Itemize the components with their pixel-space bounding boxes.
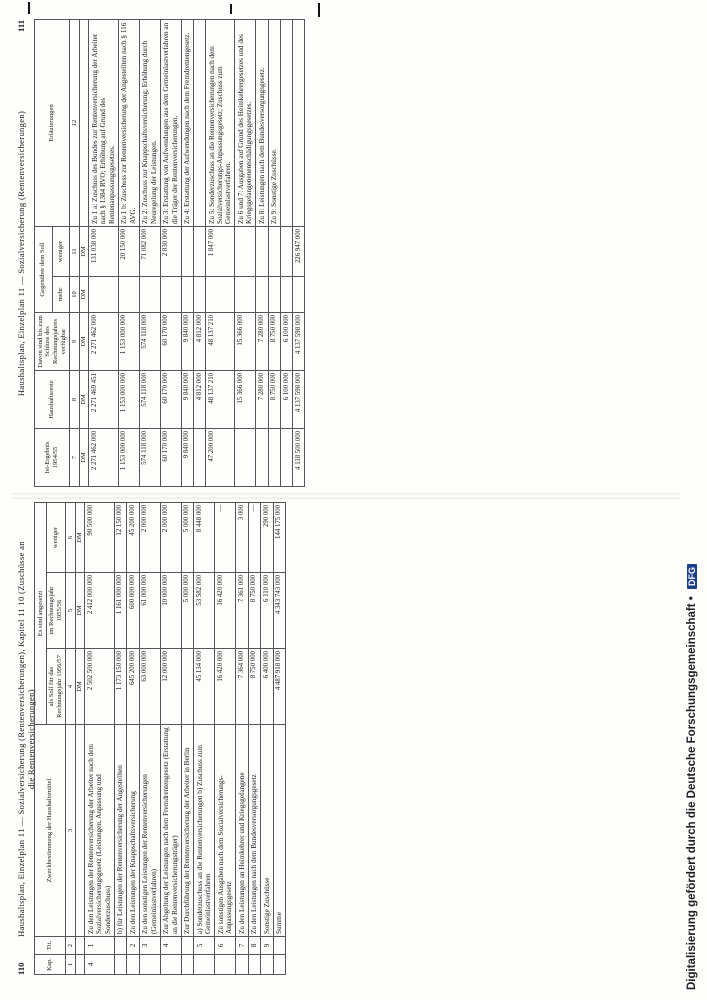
left-table-row <box>248 502 260 974</box>
row-tit: 6 <box>215 937 236 955</box>
row-soll-b: 8 750 000 <box>248 573 260 649</box>
left-page <box>12 503 680 975</box>
unit: DM <box>79 371 89 429</box>
row-weniger <box>281 226 293 276</box>
right-table-row <box>235 19 256 486</box>
row-zweck: Zur Abgeltung der Leistungen nach dem Fremdrentengesetz (Erstattung an die Rentenversicherungsträger) <box>160 725 181 937</box>
colnum: 6 <box>66 502 76 572</box>
row-kap <box>248 955 260 975</box>
row-ist: 9 840 000 <box>181 429 193 487</box>
header-mehr: mehr <box>52 277 70 313</box>
right-budget-table <box>34 19 305 487</box>
scan-mark <box>28 2 30 14</box>
row-soll-a: 7 364 000 <box>236 649 248 725</box>
row-soll-a: 8 750 000 <box>248 649 260 725</box>
left-table-row <box>160 502 181 974</box>
row-tit: 5 <box>194 937 215 955</box>
scan-mark <box>318 3 320 17</box>
row-soll-c: 5 000 000 <box>181 502 193 572</box>
row-soll-c: 144 175 000 <box>273 502 285 572</box>
row-weniger: 131 038 000 <box>89 226 118 276</box>
watermark-caption: Digitalisierung gefördert durch die Deutsche Forschungsgemeinschaft • <box>686 596 698 990</box>
row-weniger <box>235 226 256 276</box>
row-soll-a: 6 400 000 <box>261 649 273 725</box>
header-kap: Kap. <box>35 955 66 975</box>
row-weniger: 2 830 000 <box>160 226 181 276</box>
row-verfuegbar: 60 170 000 <box>160 313 181 371</box>
row-kap <box>236 955 248 975</box>
row-erlaeuterung: Zu 5: Sonderzuschuss an die Rentenversicherungen nach dem Sozialversicherungs-Anpassungsgesetz; Zuschuss zum Gemeinlastverfahren. <box>206 19 235 226</box>
colnum: 4 <box>66 649 76 725</box>
row-kap <box>139 955 160 975</box>
row-kap <box>194 955 215 975</box>
header-gegenueber: Gegenüber dem Soll <box>35 226 53 312</box>
row-erlaeuterung <box>293 19 305 226</box>
row-verfuegbar: 8 750 000 <box>268 313 280 371</box>
row-weniger: 20 150 000 <box>118 226 139 276</box>
row-verfuegbar: 574 118 000 <box>139 313 160 371</box>
row-rest: 6 100 000 <box>281 371 293 429</box>
right-table-row <box>256 19 268 486</box>
header-soll-b: im Rechnungsjahr 1955/56 <box>46 573 66 649</box>
row-tit: 9 <box>261 937 273 955</box>
row-rest: 7 280 000 <box>256 371 268 429</box>
row-verfuegbar: 15 366 000 <box>235 313 256 371</box>
row-soll-c: — <box>215 502 236 572</box>
row-tit <box>114 937 126 955</box>
left-column-numbers <box>66 502 76 974</box>
unit: DM <box>75 502 85 572</box>
row-mehr <box>118 277 139 313</box>
row-soll-a: 16 420 000 <box>215 649 236 725</box>
unit: DM <box>79 277 89 313</box>
row-mehr <box>206 277 235 313</box>
row-kap <box>114 955 126 975</box>
row-ist <box>281 429 293 487</box>
colnum: 2 <box>66 937 76 955</box>
row-ist <box>194 429 206 487</box>
colnum: 3 <box>66 725 76 937</box>
row-soll-b: 2 412 000 000 <box>85 573 114 649</box>
row-erlaeuterung: Zu 6 und 7: Ausgaben auf Grund des Heimkehrergesetzes und des Kriegsgefangenenentschädigungsgesetzes. <box>235 19 256 226</box>
dfg-logo: DFG <box>687 564 697 589</box>
left-running-head <box>16 503 37 975</box>
row-rest: 574 118 000 <box>139 371 160 429</box>
left-units-row <box>75 502 85 974</box>
header-soll-group: Es sind angesetzt <box>35 502 47 724</box>
row-verfuegbar: 48 137 210 <box>206 313 235 371</box>
row-ist: 4 118 500 000 <box>293 429 305 487</box>
right-table-row <box>194 19 206 486</box>
row-soll-c: 45 200 000 <box>127 502 139 572</box>
right-page <box>12 20 680 487</box>
row-tit: 3 <box>139 937 160 955</box>
row-erlaeuterung <box>281 19 293 226</box>
row-zweck: Zu sonstigen Ausgaben nach dem Sozialversicherungs-Anpassungsgesetz <box>215 725 236 937</box>
right-running-head <box>16 20 30 487</box>
row-mehr <box>181 277 193 313</box>
row-erlaeuterung: Zu 1 b: Zuschuss zur Rentenversicherung der Angestellten nach § 116 AVG. <box>118 19 139 226</box>
row-erlaeuterung: Zu 9: Sonstige Zuschüsse. <box>268 19 280 226</box>
colnum: 7 <box>70 429 80 487</box>
row-zweck: Zu den Leistungen nach dem Bundesversorgungsgesetz <box>248 725 260 937</box>
row-kap <box>160 955 181 975</box>
row-verfuegbar: 4 812 000 <box>194 313 206 371</box>
row-tit: 1 <box>85 937 114 955</box>
row-zweck: Summe <box>273 725 285 937</box>
row-soll-a: 4 487 918 000 <box>273 649 285 725</box>
row-tit: 4 <box>160 937 181 955</box>
header-tit: Tit. <box>35 937 66 955</box>
row-soll-a: 45 134 000 <box>194 649 215 725</box>
header-zweck: Zweckbestimmung der Haushaltsmittel <box>35 725 66 937</box>
row-erlaeuterung: Zu 3: Erstattung von Aufwendungen aus dem Gemeinlastverfahren an die Träger der Rentenversicherungen. <box>160 19 181 226</box>
colnum: 12 <box>70 19 80 226</box>
watermark-text <box>686 0 698 990</box>
row-soll-b: 7 361 000 <box>236 573 248 649</box>
left-table-row <box>236 502 248 974</box>
left-page-number: 110 <box>16 962 26 975</box>
right-column-numbers <box>70 19 80 486</box>
row-soll-c: 3 000 <box>236 502 248 572</box>
header-erlaeuterungen: Erläuterungen <box>35 19 70 226</box>
row-erlaeuterung <box>194 19 206 226</box>
row-weniger <box>181 226 193 276</box>
row-kap <box>181 955 193 975</box>
colnum: 8 <box>70 371 80 429</box>
row-zweck: Zur Durchführung der Rentenversicherung der Arbeiter in Berlin <box>181 725 193 937</box>
row-ist <box>235 429 256 487</box>
right-table-row <box>160 19 181 486</box>
left-table-row <box>261 502 273 974</box>
left-table-row <box>194 502 215 974</box>
row-tit <box>181 937 193 955</box>
row-kap <box>261 955 273 975</box>
left-table-body <box>85 502 286 974</box>
row-soll-b: 10 000 000 <box>160 573 181 649</box>
row-mehr <box>268 277 280 313</box>
unit: DM <box>75 573 85 649</box>
row-kap <box>273 955 285 975</box>
row-soll-c: 8 448 000 <box>194 502 215 572</box>
row-rest: 48 137 210 <box>206 371 235 429</box>
row-kap <box>215 955 236 975</box>
row-tit <box>273 937 285 955</box>
right-table-row <box>139 19 160 486</box>
row-soll-c: 2 000 000 <box>160 502 181 572</box>
row-mehr <box>256 277 268 313</box>
row-soll-a: 1 173 150 000 <box>114 649 126 725</box>
row-mehr <box>89 277 118 313</box>
colnum: 1 <box>66 955 76 975</box>
row-zweck: Zu den sonstigen Leistungen der Rentenversicherungen (Gemeinlastverfahren) <box>139 725 160 937</box>
left-table-row <box>181 502 193 974</box>
left-table-row <box>139 502 160 974</box>
row-weniger <box>194 226 206 276</box>
row-ist: 574 118 000 <box>139 429 160 487</box>
unit: DM <box>79 429 89 487</box>
left-budget-table <box>34 502 286 975</box>
row-rest: 8 750 000 <box>268 371 280 429</box>
digitization-watermark <box>685 0 705 1000</box>
row-soll-b: 16 420 000 <box>215 573 236 649</box>
row-erlaeuterung: Zu 1 a: Zuschuss des Bundes zur Rentenversicherung der Arbeiter nach § 1384 RVO; Erhöhung auf Grund des Rentenanpassungsgesetzes. <box>89 19 118 226</box>
rotated-table-spread <box>12 20 680 975</box>
row-weniger: 71 082 000 <box>139 226 160 276</box>
unit: DM <box>75 649 85 725</box>
row-verfuegbar: 7 280 000 <box>256 313 268 371</box>
row-rest: 2 271 469 451 <box>89 371 118 429</box>
row-ist <box>256 429 268 487</box>
row-zweck: b) für Leistungen der Rentenversicherung der Angestellten <box>114 725 126 937</box>
row-weniger: 1 847 000 <box>206 226 235 276</box>
row-tit: 2 <box>127 937 139 955</box>
row-ist: 2 271 462 000 <box>89 429 118 487</box>
colnum: 5 <box>66 573 76 649</box>
row-weniger <box>256 226 268 276</box>
row-zweck: a) Sonderzuschuss an die Rentenversicherungen b) Zuschuss zum Gemeinlastverfahren <box>194 725 215 937</box>
left-table-row <box>85 502 114 974</box>
row-mehr <box>281 277 293 313</box>
row-kap <box>127 955 139 975</box>
row-erlaeuterung: Zu 8: Leistungen nach dem Bundesversorgungsgesetz. <box>256 19 268 226</box>
left-running-head-text: Haushaltsplan, Einzelplan 11 — Sozialversicherung (Rentenversicherungen), Kapitel 11 10 (Zuschüsse an die Rentenversicherungen) <box>16 541 37 937</box>
row-mehr <box>235 277 256 313</box>
right-table-row <box>281 19 293 486</box>
row-tit: 8 <box>248 937 260 955</box>
colnum: 11 <box>70 226 80 276</box>
row-soll-a: 645 200 000 <box>127 649 139 725</box>
row-erlaeuterung: Zu 2: Zuschuss zur Knappschaftsversicherung; Erhöhung durch Neuregelung der Leistungen. <box>139 19 160 226</box>
row-rest: 4 812 000 <box>194 371 206 429</box>
header-weniger: weniger <box>52 226 70 276</box>
row-verfuegbar: 4 137 598 000 <box>293 313 305 371</box>
scan-mark <box>230 4 232 14</box>
row-weniger <box>268 226 280 276</box>
left-table-row <box>114 502 126 974</box>
row-soll-a: 2 502 500 000 <box>85 649 114 725</box>
row-ist <box>268 429 280 487</box>
header-ist: Ist-Ergebnis 1954/55 <box>35 429 70 487</box>
right-table-row <box>206 19 235 486</box>
row-ist: 47 200 000 <box>206 429 235 487</box>
left-table-row <box>273 502 285 974</box>
row-soll-c: 90 500 000 <box>85 502 114 572</box>
row-soll-a <box>181 649 193 725</box>
right-table-row <box>118 19 139 486</box>
row-soll-a: 63 000 000 <box>139 649 160 725</box>
row-mehr <box>293 277 305 313</box>
left-table-row <box>127 502 139 974</box>
row-mehr <box>160 277 181 313</box>
row-soll-b: 53 582 000 <box>194 573 215 649</box>
right-table-row <box>89 19 118 486</box>
right-units-row <box>79 19 89 486</box>
left-header-row <box>35 502 47 974</box>
row-soll-b: 6 110 000 <box>261 573 273 649</box>
colnum: 9 <box>70 313 80 371</box>
row-rest: 4 137 598 000 <box>293 371 305 429</box>
row-soll-a: 12 000 000 <box>160 649 181 725</box>
row-rest: 15 366 000 <box>235 371 256 429</box>
header-rest: Haushaltsreste <box>35 371 70 429</box>
row-soll-c: 290 000 <box>261 502 273 572</box>
right-table-body <box>89 19 305 486</box>
row-mehr <box>194 277 206 313</box>
right-table-row <box>268 19 280 486</box>
row-soll-c: 2 000 000 <box>139 502 160 572</box>
row-soll-c: — <box>248 502 260 572</box>
header-verfuegbar: Davon sind bis zum Schluss des Rechnungsjahres verfügbar <box>35 313 70 371</box>
row-soll-b: 61 000 000 <box>139 573 160 649</box>
row-rest: 9 840 000 <box>181 371 193 429</box>
row-verfuegbar: 2 271 462 000 <box>89 313 118 371</box>
row-ist: 1 153 000 000 <box>118 429 139 487</box>
row-rest: 1 153 000 000 <box>118 371 139 429</box>
row-soll-b: 1 161 000 000 <box>114 573 126 649</box>
row-zweck: Sonstige Zuschüsse <box>261 725 273 937</box>
row-verfuegbar: 1 153 000 000 <box>118 313 139 371</box>
row-weniger: 226 947 000 <box>293 226 305 276</box>
left-table-row <box>215 502 236 974</box>
row-soll-b: 600 000 000 <box>127 573 139 649</box>
row-verfuegbar: 6 100 000 <box>281 313 293 371</box>
row-zweck: Zu den Leistungen der Knappschaftsversicherung <box>127 725 139 937</box>
row-kap: 4 <box>85 955 114 975</box>
row-soll-b: 5 000 000 <box>181 573 193 649</box>
row-rest: 60 170 000 <box>160 371 181 429</box>
row-erlaeuterung: Zu 4: Erstattung der Aufwendungen nach dem Fremdrentengesetz. <box>181 19 193 226</box>
row-zweck: Zu den Leistungen der Rentenversicherung der Arbeiter nach dem Sozialversicherungsgesetz (Leistungen, Anpassung und Sonderzuschuss) <box>85 725 114 937</box>
right-table-row <box>293 19 305 486</box>
row-zweck: Zu den Leistungen an Heimkehrer und Kriegsgefangene <box>236 725 248 937</box>
row-tit: 7 <box>236 937 248 955</box>
header-soll-c: weniger <box>46 502 66 572</box>
right-page-number: 111 <box>16 20 26 32</box>
row-soll-c: 12 150 000 <box>114 502 126 572</box>
right-running-head-text: Haushaltsplan, Einzelplan 11 — Sozialversicherung (Rentenversicherungen) <box>16 110 26 397</box>
row-soll-b: 4 343 743 000 <box>273 573 285 649</box>
unit: DM <box>79 313 89 371</box>
header-soll-a: als Soll für das Rechnungsjahr 1956/57 <box>46 649 66 725</box>
row-mehr <box>139 277 160 313</box>
colnum: 10 <box>70 277 80 313</box>
book-gutter <box>12 493 680 499</box>
row-ist: 60 170 000 <box>160 429 181 487</box>
right-header-row <box>35 19 53 486</box>
right-table-row <box>181 19 193 486</box>
row-verfuegbar: 9 840 000 <box>181 313 193 371</box>
unit: DM <box>79 226 89 276</box>
